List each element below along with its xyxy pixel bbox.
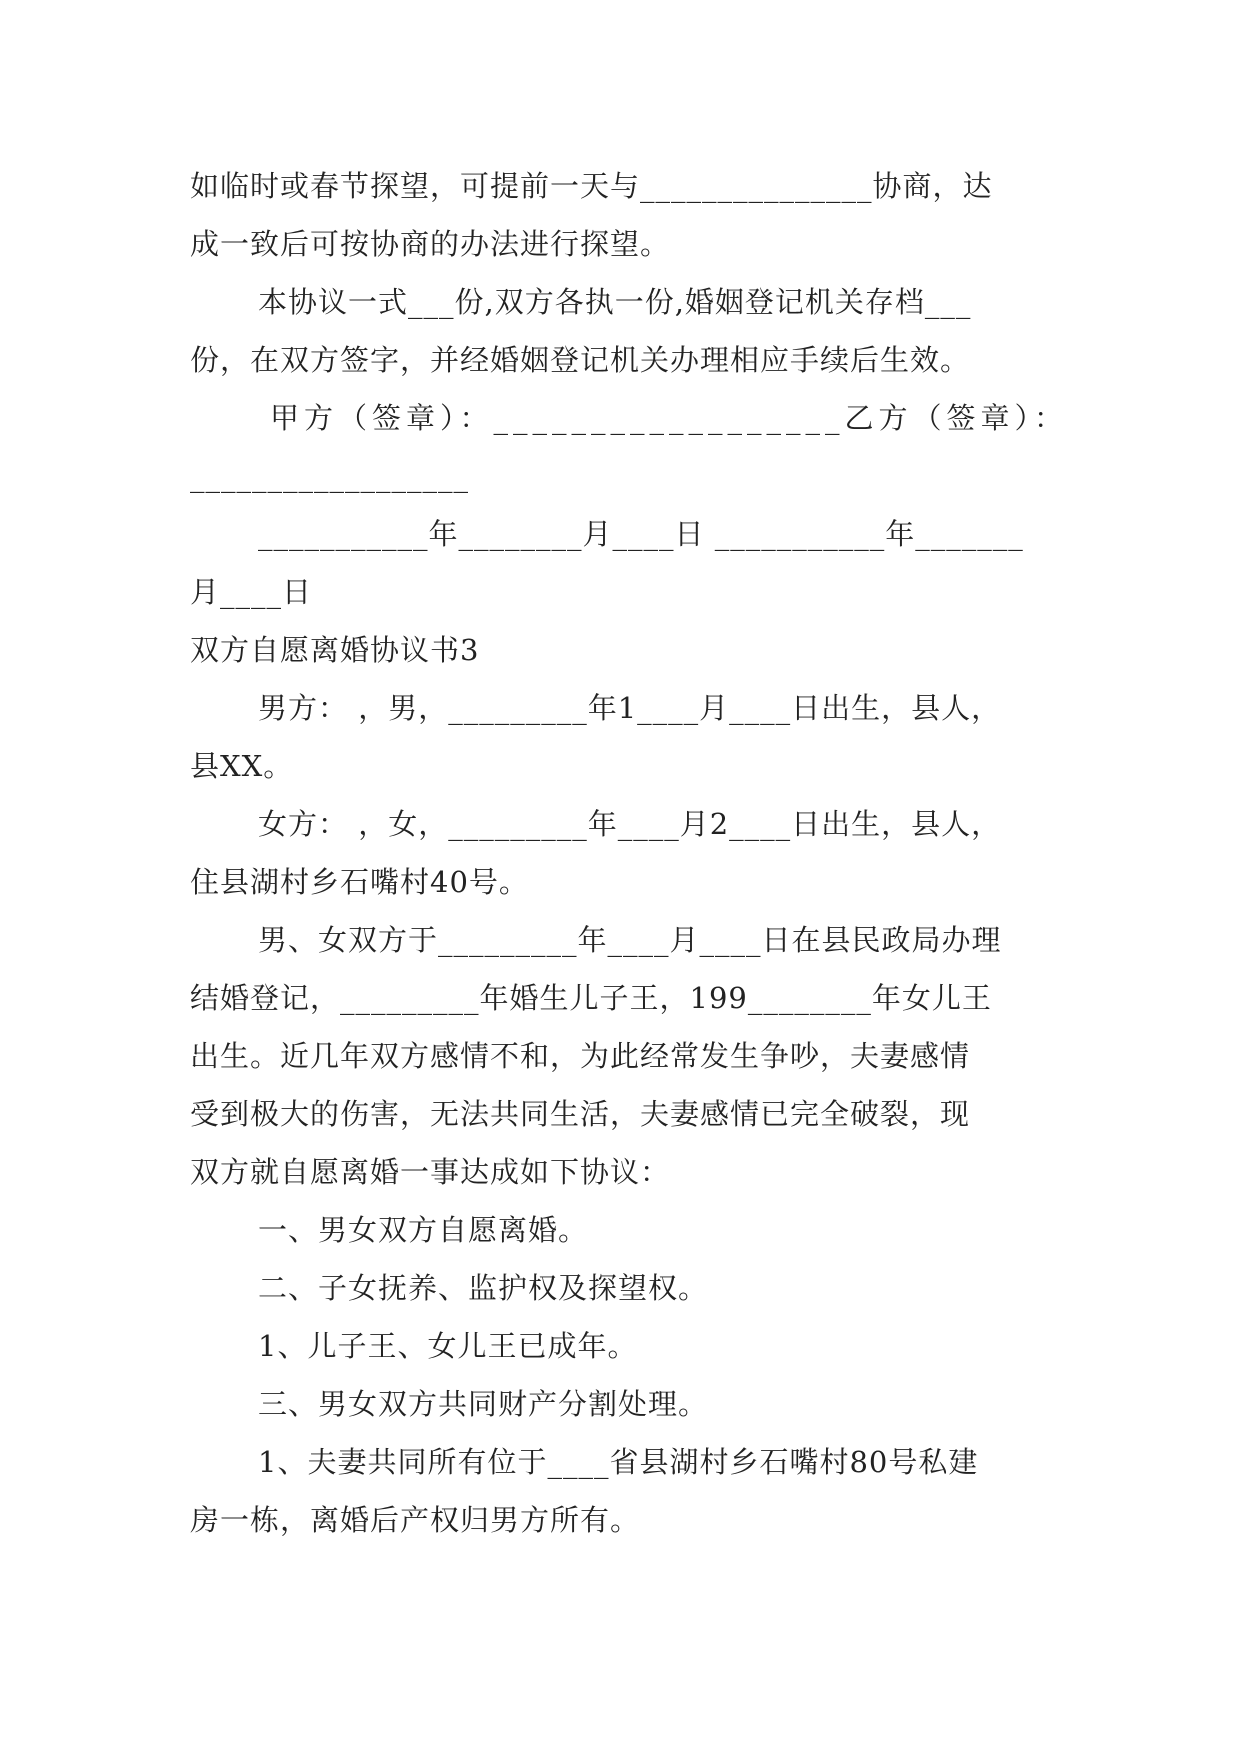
paragraph-line: 出生。近几年双方感情不和，为此经常发生争吵，夫妻感情 (190, 1039, 971, 1073)
paragraph-line: 份，在双方签字，并经婚姻登记机关办理相应手续后生效。 (190, 343, 971, 377)
signature-line: __________________ (190, 459, 469, 493)
paragraph-line: 结婚登记，_________年婚生儿子王，199________年女儿王 (190, 981, 992, 1015)
signature-line: 甲方（签章）：__________________乙方（签章）： (270, 401, 1069, 435)
section-title: 双方自愿离婚协议书3 (190, 633, 480, 667)
paragraph-line: 男、女双方于_________年____月____日在县民政局办理 (258, 923, 1002, 957)
paragraph-line: 受到极大的伤害，无法共同生活，夫妻感情已完全破裂，现 (190, 1097, 971, 1131)
paragraph-line: 二、子女抚养、监护权及探望权。 (258, 1271, 709, 1305)
paragraph-line: 1、夫妻共同所有位于____省县湖村乡石嘴村80号私建 (258, 1445, 979, 1479)
paragraph-line: 男方： ，男，_________年1____月____日出生，县人， (258, 691, 1002, 725)
paragraph-line: 成一致后可按协商的办法进行探望。 (190, 227, 671, 261)
paragraph-line: 本协议一式___份,双方各执一份,婚姻登记机关存档___ (258, 285, 972, 319)
paragraph-line: 如临时或春节探望，可提前一天与_______________协商，达 (190, 169, 993, 203)
paragraph-line: 女方： ，女，_________年____月2____日出生，县人， (258, 807, 1002, 841)
paragraph-line: 县XX。 (190, 749, 294, 783)
paragraph-line: 一、男女双方自愿离婚。 (258, 1213, 589, 1247)
paragraph-line: 房一栋，离婚后产权归男方所有。 (190, 1503, 641, 1537)
date-line: ___________年________月____日 ___________年_______ (258, 517, 1024, 551)
paragraph-line: 双方就自愿离婚一事达成如下协议： (190, 1155, 671, 1189)
paragraph-line: 住县湖村乡石嘴村40号。 (190, 865, 529, 899)
paragraph-line: 1、儿子王、女儿王已成年。 (258, 1329, 638, 1363)
paragraph-line: 三、男女双方共同财产分割处理。 (258, 1387, 709, 1421)
date-line: 月____日 (190, 575, 313, 609)
